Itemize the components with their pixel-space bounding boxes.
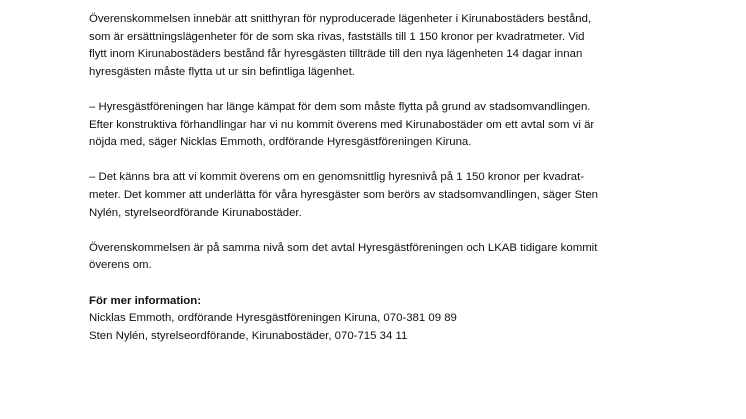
text-line: Nylén, styrelseordförande Kirunabostäder. (89, 206, 302, 219)
paragraph-spacer (89, 152, 664, 170)
paragraph-quote-emmoth (89, 99, 664, 152)
document-body (89, 11, 664, 345)
text-line: flytt inom Kirunabostäders bestånd får hyresgästen tillträde till den nya lägenheten 14 dagar innan (89, 48, 583, 61)
contact-section (89, 293, 664, 346)
text-line: hyresgästen måste flytta ut ur sin befintliga lägenhet. (89, 65, 355, 78)
text-line: Efter konstruktiva förhandlingar har vi nu kommit överens med Kirunabostäder om ett avtal som vi är (89, 118, 595, 131)
text-line: Överenskommelsen är på samma nivå som det avtal Hyresgästföreningen och LKAB tidigare kommit (89, 241, 598, 254)
paragraph-spacer (89, 275, 664, 293)
text-line: som är ersättningslägenheter för de som ska rivas, fastställs till 1 150 kronor per kvadratmeter. Vid (89, 30, 585, 43)
text-line: meter. Det kommer att underlätta för våra hyresgäster som berörs av stadsomvandlingen, säger Sten (89, 188, 599, 201)
text-line: – Det känns bra att vi kommit överens om en genomsnittlig hyresnivå på 1 150 kronor per kvadrat- (89, 171, 585, 184)
paragraph-agreement (89, 11, 664, 81)
contact-line-nylen: Sten Nylén, styrelseordförande, Kirunabostäder, 070-715 34 11 (89, 329, 408, 342)
text-line: Överenskommelsen innebär att snitthyran för nyproducerade lägenheter i Kirunabostäders bestånd, (89, 13, 592, 25)
text-line: – Hyresgästföreningen har länge kämpat för dem som måste flytta på grund av stadsomvandlingen. (89, 100, 591, 113)
paragraph-spacer (89, 222, 664, 240)
text-line: överens om. (89, 259, 152, 272)
contact-line-emmoth: Nicklas Emmoth, ordförande Hyresgästföreningen Kiruna, 070-381 09 89 (89, 312, 457, 325)
text-line: nöjda med, säger Nicklas Emmoth, ordförande Hyresgästföreningen Kiruna. (89, 136, 472, 149)
paragraph-same-level (89, 240, 664, 275)
paragraph-quote-nylen (89, 169, 664, 222)
paragraph-spacer (89, 81, 664, 99)
contact-heading: För mer information: (89, 294, 202, 307)
